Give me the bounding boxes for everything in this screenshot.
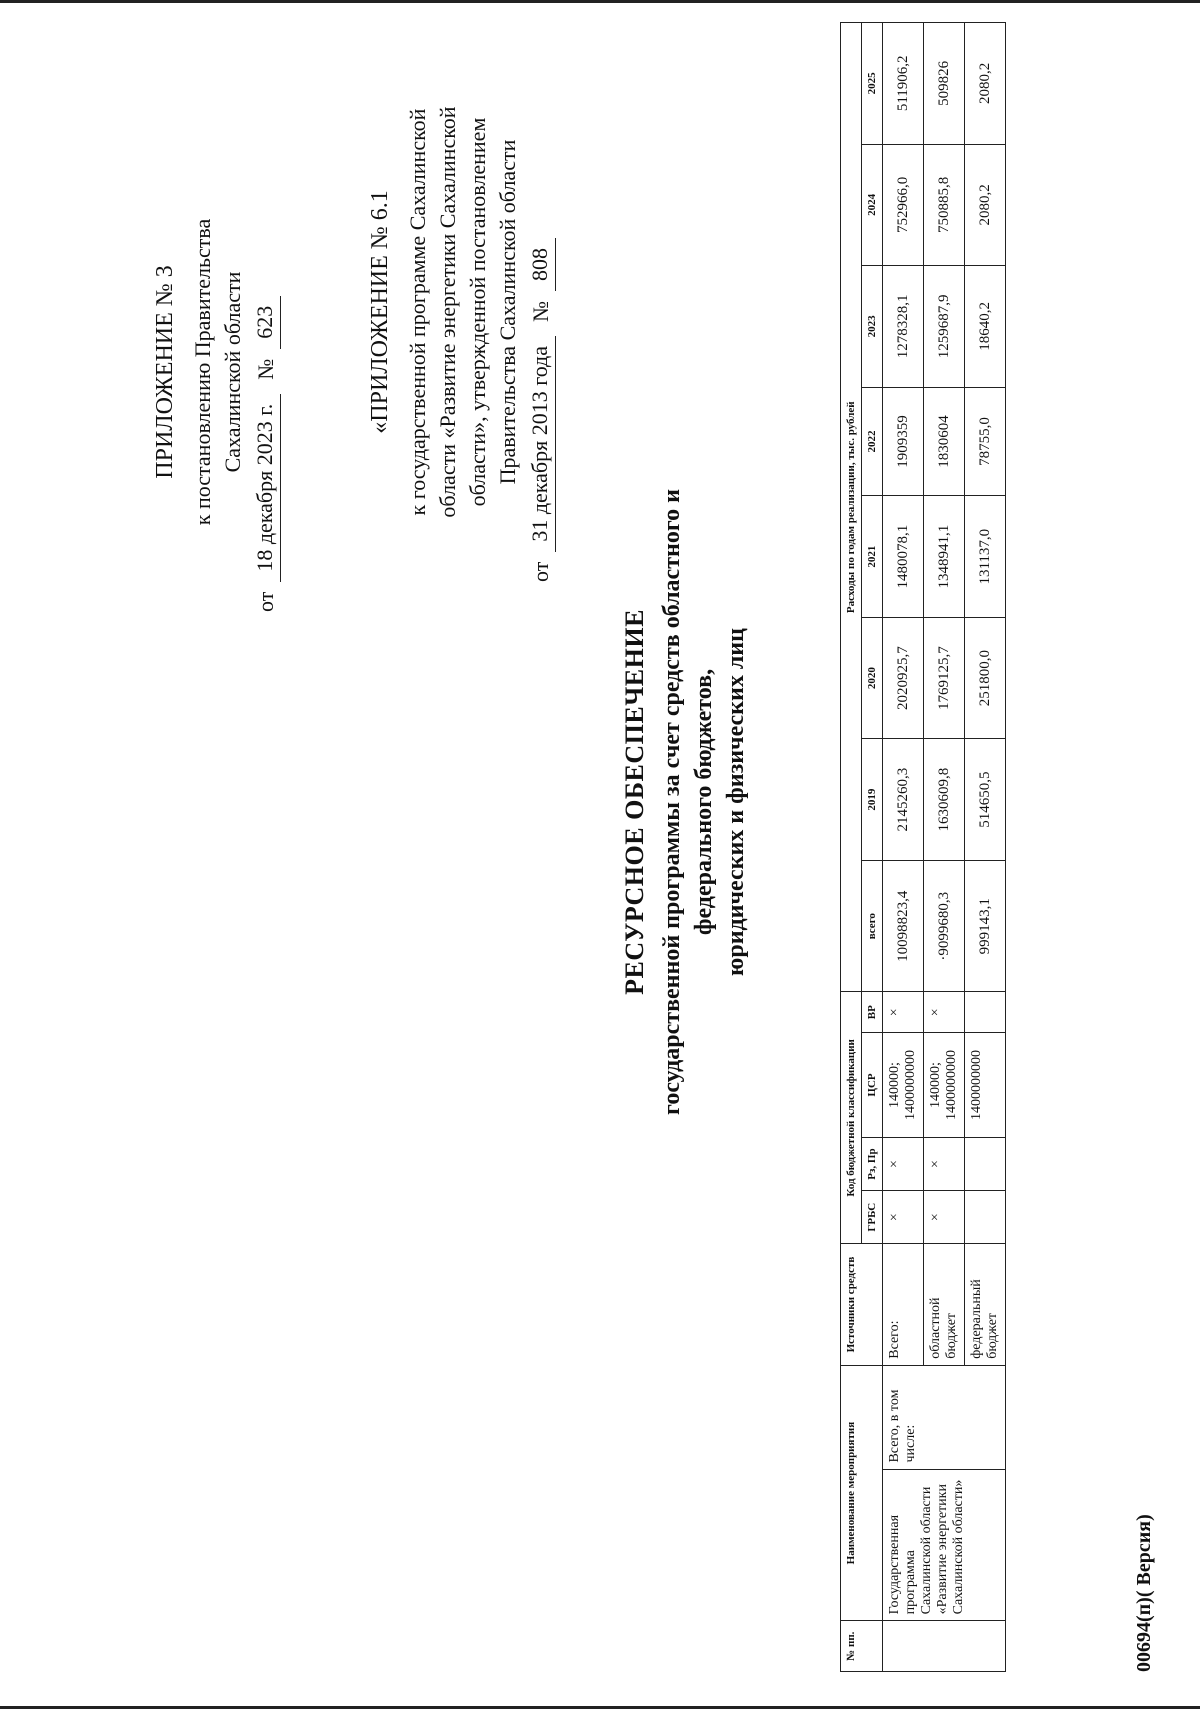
header-expenses-group: Расходы по годам реализации, тыс. рублей [841, 23, 862, 992]
appendix-program-line2: области «Развитие энергетики Сахалинской [435, 106, 460, 518]
header-num: № пп. [841, 1621, 883, 1672]
cell-rzpr: × [883, 1138, 924, 1191]
heading-subtitle1: государственной программы за счет средств областного и федерального бюджетов, [659, 489, 717, 1115]
header-rzpr: Рз, Пр [862, 1138, 883, 1191]
cell-total: 999143,1 [965, 860, 1006, 992]
cell-2019: 2145260,3 [883, 739, 924, 860]
header-csr: ЦСР [862, 1032, 883, 1137]
appendix-main-number: 623 [250, 296, 281, 349]
appendix-program-date: 31 декабря 2013 года [525, 336, 556, 552]
header-name: Наименование мероприятия [841, 1365, 883, 1621]
cell-2019: 514650,5 [965, 739, 1006, 860]
cell-csr: 140000; 1400000000 [924, 1032, 965, 1137]
resource-table-wrapper [840, 0, 1006, 1712]
header-total: всего [862, 860, 883, 992]
cell-2020: 2020925,7 [883, 617, 924, 738]
appendix-main-date-row [250, 132, 281, 612]
header-year-2023: 2023 [862, 266, 883, 387]
header-sources: Источники средств [841, 1244, 883, 1365]
cell-2019: 1630609,8 [924, 739, 965, 860]
cell-2025: 509826 [924, 23, 965, 145]
header-year-2025: 2025 [862, 23, 883, 145]
appendix-program-block [365, 42, 556, 582]
cell-program-scope: Всего, в том числе: [883, 1365, 1006, 1469]
cell-2022: 1830604 [924, 387, 965, 496]
cell-source: Всего: [883, 1244, 924, 1365]
appendix-program-line3: области», утвержденной постановлением [465, 117, 490, 507]
cell-2023: 18640,2 [965, 266, 1006, 387]
cell-total: 10098823,4 [883, 860, 924, 992]
cell-2024: 750885,8 [924, 144, 965, 265]
cell-2022: 78755,0 [965, 387, 1006, 496]
cell-source: федеральный бюджет [965, 1244, 1006, 1365]
appendix-main-block [150, 132, 281, 612]
cell-rzpr: × [924, 1138, 965, 1191]
cell-2025: 2080,2 [965, 23, 1006, 145]
appendix-main-title: ПРИЛОЖЕНИЕ № 3 [152, 265, 178, 479]
document-footnote: 00694(п)( Версия) [1133, 1514, 1155, 1672]
appendix-program-number: 808 [525, 238, 556, 291]
appendix-main-line2: Сахалинской области [220, 271, 245, 473]
appendix-main-num-label: № [253, 358, 278, 380]
header-grbs: ГРБС [862, 1191, 883, 1244]
cell-2021: 1348941,1 [924, 496, 965, 617]
appendix-main-ot: от [253, 591, 278, 612]
cell-grbs [965, 1191, 1006, 1244]
cell-2021: 1480078,1 [883, 496, 924, 617]
header-year-2022: 2022 [862, 387, 883, 496]
cell-num [883, 1621, 1006, 1672]
cell-2022: 1909359 [883, 387, 924, 496]
heading-subtitle2: юридических и физических лиц [723, 628, 749, 976]
resource-table [840, 22, 1006, 1672]
document-heading [620, 442, 752, 1162]
cell-2023: 1259687,9 [924, 266, 965, 387]
cell-grbs: × [924, 1191, 965, 1244]
appendix-main-line1: к постановлению Правительства [190, 218, 215, 526]
cell-csr: 140000; 1400000000 [883, 1032, 924, 1137]
cell-total: ·9099680,3 [924, 860, 965, 992]
cell-grbs: × [883, 1191, 924, 1244]
cell-2020: 251800,0 [965, 617, 1006, 738]
appendix-program-title: «ПРИЛОЖЕНИЕ № 6.1 [367, 190, 393, 434]
header-vr: ВР [862, 992, 883, 1032]
cell-2021: 131137,0 [965, 496, 1006, 617]
table-row [883, 23, 924, 1672]
header-year-2020: 2020 [862, 617, 883, 738]
cell-vr: × [883, 992, 924, 1032]
header-year-2019: 2019 [862, 739, 883, 860]
appendix-program-ot: от [528, 561, 553, 582]
cell-rzpr [965, 1138, 1006, 1191]
cell-2025: 511906,2 [883, 23, 924, 145]
cell-source: областной бюджет [924, 1244, 965, 1365]
cell-csr: 1400000000 [965, 1032, 1006, 1137]
heading-title: РЕСУРСНОЕ ОБЕСПЕЧЕНИЕ [620, 609, 649, 995]
appendix-program-line4: Правительства Сахалинской области [495, 139, 520, 485]
cell-vr [965, 992, 1006, 1032]
cell-2024: 2080,2 [965, 144, 1006, 265]
appendix-program-date-row [525, 42, 556, 582]
appendix-program-line1: к государственной программе Сахалинской [405, 108, 430, 516]
cell-2020: 1769125,7 [924, 617, 965, 738]
appendix-program-num-label: № [528, 300, 553, 322]
cell-2024: 752966,0 [883, 144, 924, 265]
cell-2023: 1278328,1 [883, 266, 924, 387]
header-code-group: Код бюджетной классификации [841, 992, 862, 1244]
header-year-2024: 2024 [862, 144, 883, 265]
cell-program-name: Государственная программа Сахалинской области «Развитие энергетики Сахалинской области» [883, 1469, 1006, 1621]
appendix-main-date: 18 декабря 2023 г. [250, 394, 281, 582]
cell-vr: × [924, 992, 965, 1032]
header-year-2021: 2021 [862, 496, 883, 617]
